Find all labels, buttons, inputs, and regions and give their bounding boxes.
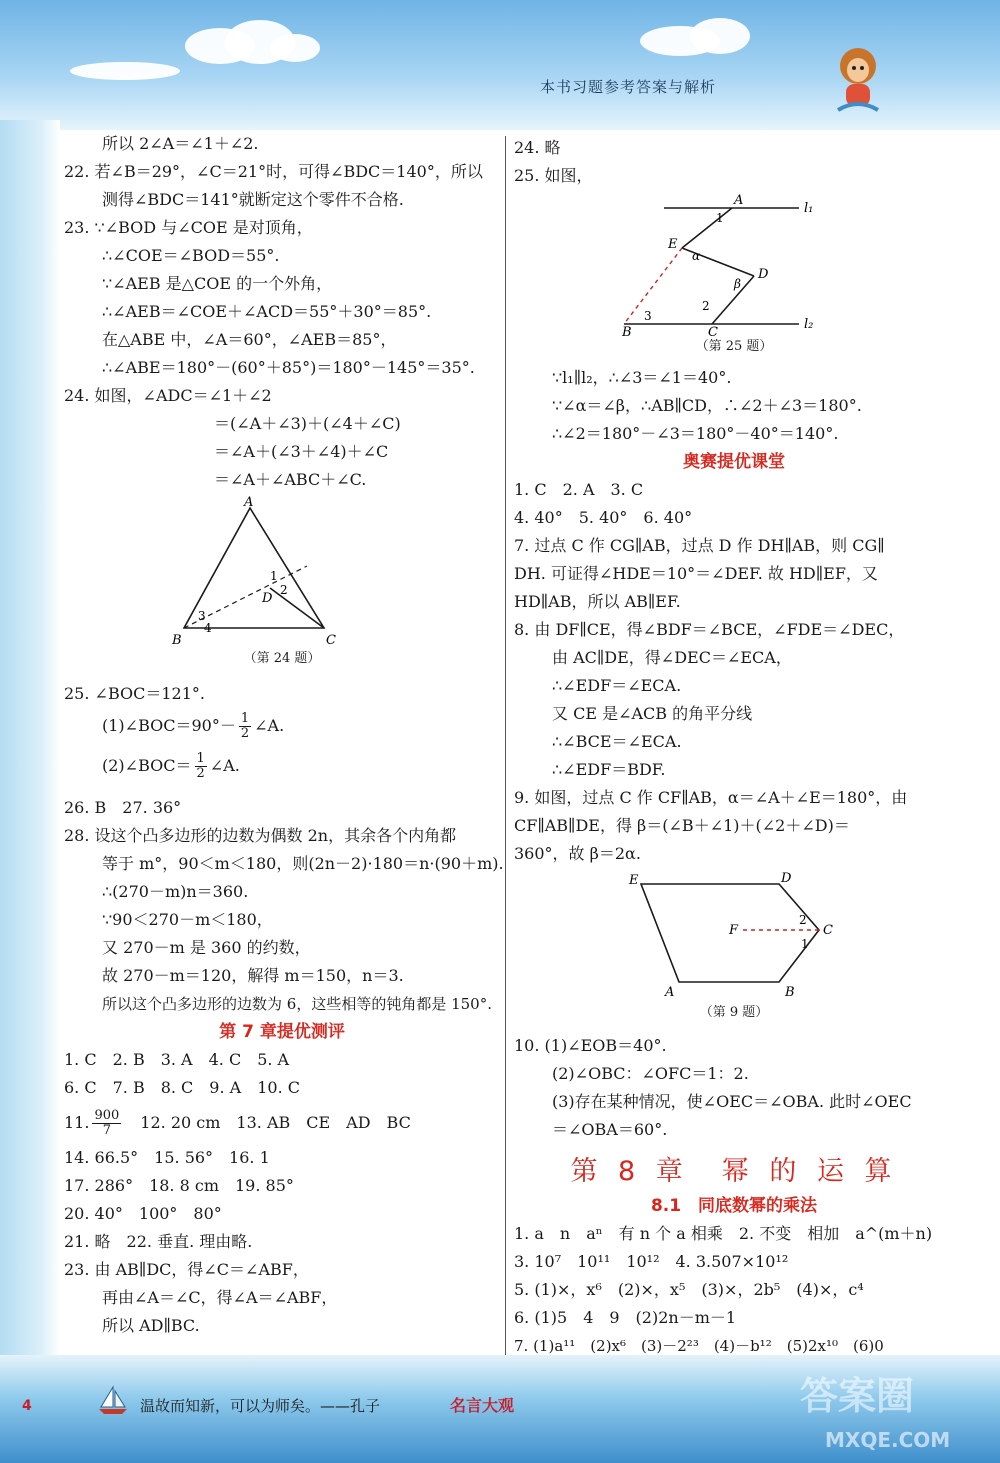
answer-line: ∴∠COE＝∠BOD＝55°. <box>102 246 280 265</box>
vertex-label: C <box>823 923 833 938</box>
text-segment: 11. <box>64 1113 90 1132</box>
vertex-label: B <box>622 325 632 340</box>
vertex-label: B <box>785 985 795 1000</box>
answer-line: 1. C 2. B 3. A 4. C 5. A <box>64 1050 290 1069</box>
section-heading: 奥赛提优课堂 <box>683 452 785 472</box>
left-margin-decoration <box>0 120 60 1360</box>
answer-line: 1. C 2. A 3. C <box>514 480 644 499</box>
cloud-decoration <box>270 34 320 62</box>
angle-label: 2 <box>799 913 807 927</box>
answer-line: ∴∠ABE＝180°－(60°＋85°)＝180°－145°＝35°. <box>102 358 475 377</box>
angle-label: 1 <box>716 211 724 225</box>
answer-line: (2)∠OBC：∠OFC＝1：2. <box>552 1064 749 1083</box>
answer-line: 4. 40° 5. 40° 6. 40° <box>514 508 693 527</box>
angle-label: 1 <box>801 937 809 951</box>
vertex-label: E <box>629 873 639 888</box>
answer-line: 20. 40° 100° 80° <box>64 1204 222 1223</box>
figure-25 <box>622 190 844 340</box>
fraction-denominator: 2 <box>240 726 250 741</box>
answer-line: 22. 若∠B＝29°，∠C＝21°时，可得∠BDC＝140°，所以 <box>64 162 483 181</box>
watermark-url: MXQE.COM <box>825 1428 951 1452</box>
mascot-illustration <box>828 40 888 118</box>
fraction-denominator: 7 <box>102 1123 111 1138</box>
answer-line: 360°，故 β＝2α. <box>514 844 641 863</box>
figure-9 <box>619 872 849 1002</box>
answer-line: HD∥AB，所以 AB∥EF. <box>514 592 681 611</box>
left-column <box>64 130 504 1340</box>
answer-line: 21. 略 22. 垂直. 理由略. <box>64 1232 253 1251</box>
line-label: l₁ <box>804 201 814 216</box>
figure-24 <box>172 495 392 648</box>
vertex-label: A <box>244 495 254 510</box>
answer-line: ∵90＜270－m＜180， <box>102 910 273 929</box>
vertex-label: D <box>758 267 769 282</box>
figure-caption: （第 25 题） <box>695 339 773 354</box>
answer-line: ∴∠EDF＝∠ECA. <box>552 676 682 695</box>
answer-line: 又 CE 是∠ACB 的角平分线 <box>552 704 753 723</box>
answer-line: 9. 如图，过点 C 作 CF∥AB，α＝∠A＋∠E＝180°，由 <box>514 788 908 807</box>
answer-line: 所以这个凸多边形的边数为 6，这些相等的钝角都是 150°. <box>102 995 492 1013</box>
right-column <box>514 134 954 1360</box>
answer-line: 6. C 7. B 8. C 9. A 10. C <box>64 1078 300 1097</box>
answer-line: ＝∠OBA＝60°. <box>552 1120 668 1139</box>
vertex-label: A <box>665 985 675 1000</box>
vertex-label: D <box>262 591 273 606</box>
angle-label: 3 <box>198 609 206 623</box>
text-segment: ∠A. <box>209 756 240 775</box>
answer-line-with-fraction <box>64 744 500 788</box>
answer-line: 25. ∠BOC＝121°. <box>64 684 205 703</box>
vertex-label: F <box>729 923 739 938</box>
column-divider <box>505 136 506 1358</box>
answer-line: DH. 可证得∠HDE＝10°＝∠DEF. 故 HD∥EF，又 <box>514 564 878 583</box>
answer-line: (3)存在某种情况，使∠OEC＝∠OBA. 此时∠OEC <box>552 1092 912 1111</box>
answer-line: 24. 如图，∠ADC＝∠1＋∠2 <box>64 386 272 405</box>
vertex-label: B <box>172 633 182 648</box>
answer-line: 5. (1)×，x⁶ (2)×，x⁵ (3)×，2b⁵ (4)×，c⁴ <box>514 1280 864 1299</box>
fraction-numerator: 1 <box>240 711 250 726</box>
answer-line: 1. a n aⁿ 有 n 个 a 相乘 2. 不变 相加 a^(m＋n) <box>514 1224 933 1243</box>
answer-line: ∴∠2＝180°－∠3＝180°－40°＝140°. <box>552 424 839 443</box>
section-heading: 8.1 同底数幂的乘法 <box>650 1196 818 1216</box>
vertex-label: A <box>734 193 744 208</box>
cloud-decoration <box>70 62 180 80</box>
answer-line: 26. B 27. 36° <box>64 798 182 817</box>
answer-line: 所以 AD∥BC. <box>102 1316 200 1335</box>
answer-line: 28. 设这个凸多边形的边数为偶数 2n，其余各个内角都 <box>64 826 457 845</box>
text-segment: 12. 20 cm 13. AB CE AD BC <box>140 1113 411 1132</box>
vertex-label: D <box>781 871 792 886</box>
vertex-label: C <box>326 633 336 648</box>
answer-line: ∴∠AEB＝∠COE＋∠ACD＝55°＋30°＝85°. <box>102 302 432 321</box>
angle-label: 4 <box>204 621 212 635</box>
sailboat-icon <box>95 1385 131 1415</box>
answer-line: 再由∠A＝∠C，得∠A＝∠ABF， <box>102 1288 338 1307</box>
answer-line: 7. 过点 C 作 CG∥AB，过点 D 作 DH∥AB，则 CG∥ <box>514 536 885 555</box>
figure-caption: （第 24 题） <box>243 651 321 666</box>
answer-line: CF∥AB∥DE，得 β＝(∠B＋∠1)＋(∠2＋∠D)＝ <box>514 816 850 835</box>
cloud-decoration <box>690 18 750 54</box>
angle-label: 2 <box>702 299 710 313</box>
answer-line-with-fraction <box>64 1102 500 1144</box>
vertex-label: E <box>668 237 678 252</box>
angle-label: β <box>734 277 741 291</box>
fraction <box>239 712 251 741</box>
angle-label: 2 <box>280 583 288 597</box>
answer-line: 故 270－m＝120，解得 m＝150，n＝3. <box>102 966 404 985</box>
footer-brand: 名言大观 <box>450 1396 515 1415</box>
text-segment: ∠A. <box>254 716 285 735</box>
page-number: 4 <box>22 1398 32 1414</box>
fraction-numerator: 1 <box>196 751 205 766</box>
answer-line: 测得∠BDC＝141°就断定这个零件不合格. <box>102 190 404 209</box>
answer-line: 所以 2∠A＝∠1＋∠2. <box>102 134 259 153</box>
line-label: l₂ <box>804 317 814 332</box>
vertex-label: C <box>708 325 718 340</box>
watermark: 答案圈 <box>800 1374 915 1418</box>
angle-label: 1 <box>270 569 278 583</box>
angle-label: 3 <box>644 309 652 323</box>
answer-line: ∴∠EDF＝BDF. <box>552 760 666 779</box>
answer-line: 8. 由 DF∥CE，得∠BDF＝∠BCE，∠FDE＝∠DEC， <box>514 620 905 639</box>
answer-line: ∴(270－m)n＝360. <box>102 882 249 901</box>
answer-line: 6. (1)5 4 9 (2)2n－m－1 <box>514 1308 737 1327</box>
figure-caption: （第 9 题） <box>699 1005 769 1020</box>
fraction <box>92 1109 121 1138</box>
answer-line: 3. 10⁷ 10¹¹ 10¹² 4. 3.507×10¹² <box>514 1252 789 1271</box>
answer-line: 由 AC∥DE，得∠DEC＝∠ECA， <box>552 648 792 667</box>
text-segment: (2)∠BOC＝ <box>102 756 192 775</box>
header-title: 本书习题参考答案与解析 <box>540 78 717 96</box>
text-segment: (1)∠BOC＝90°－ <box>102 716 236 735</box>
answer-line: 又 270－m 是 360 的约数， <box>102 938 311 957</box>
answer-line: ＝∠A＋∠ABC＋∠C. <box>214 470 367 489</box>
answer-line: 23. 由 AB∥DC，得∠C＝∠ABF， <box>64 1260 309 1279</box>
answer-line-with-fraction <box>64 708 500 744</box>
section-heading: 第 7 章提优测评 <box>219 1022 345 1042</box>
chapter-heading: 第 8 章 幂 的 运 算 <box>570 1156 898 1187</box>
fraction-numerator: 900 <box>94 1108 120 1123</box>
angle-label: α <box>692 249 701 263</box>
fraction <box>195 752 207 781</box>
answer-line: 24. 略 <box>514 138 561 157</box>
answer-line: ∵∠α＝∠β，∴AB∥CD，∴∠2＋∠3＝180°. <box>552 396 862 415</box>
answer-line: ∴∠BCE＝∠ECA. <box>552 732 682 751</box>
answer-line: 25. 如图， <box>514 166 593 185</box>
answer-line: ∵∠AEB 是△COE 的一个外角， <box>102 274 333 293</box>
answer-line: ∵l₁∥l₂，∴∠3＝∠1＝40°. <box>552 368 732 387</box>
answer-line: 7. (1)a¹¹ (2)x⁶ (3)－2²³ (4)－b¹² (5)2x¹⁰ (6)0 <box>514 1337 884 1355</box>
answer-line: 10. (1)∠EOB＝40°. <box>514 1036 667 1055</box>
footer-motto: 温故而知新，可以为师矣。——孔子 <box>140 1397 381 1415</box>
fraction-denominator: 2 <box>196 766 205 781</box>
answer-line: ＝(∠A＋∠3)＋(∠4＋∠C) <box>214 414 401 433</box>
answer-line: ＝∠A＋(∠3＋∠4)＋∠C <box>214 442 389 461</box>
answer-line: 在△ABE 中，∠A＝60°，∠AEB＝85°， <box>102 330 397 349</box>
answer-line: 等于 m°，90＜m＜180，则(2n－2)·180＝n·(90＋m). <box>102 854 504 873</box>
answer-line: 23. ∵∠BOD 与∠COE 是对顶角， <box>64 218 313 237</box>
answer-line: 17. 286° 18. 8 cm 19. 85° <box>64 1176 294 1195</box>
answer-line: 14. 66.5° 15. 56° 16. 1 <box>64 1148 270 1167</box>
